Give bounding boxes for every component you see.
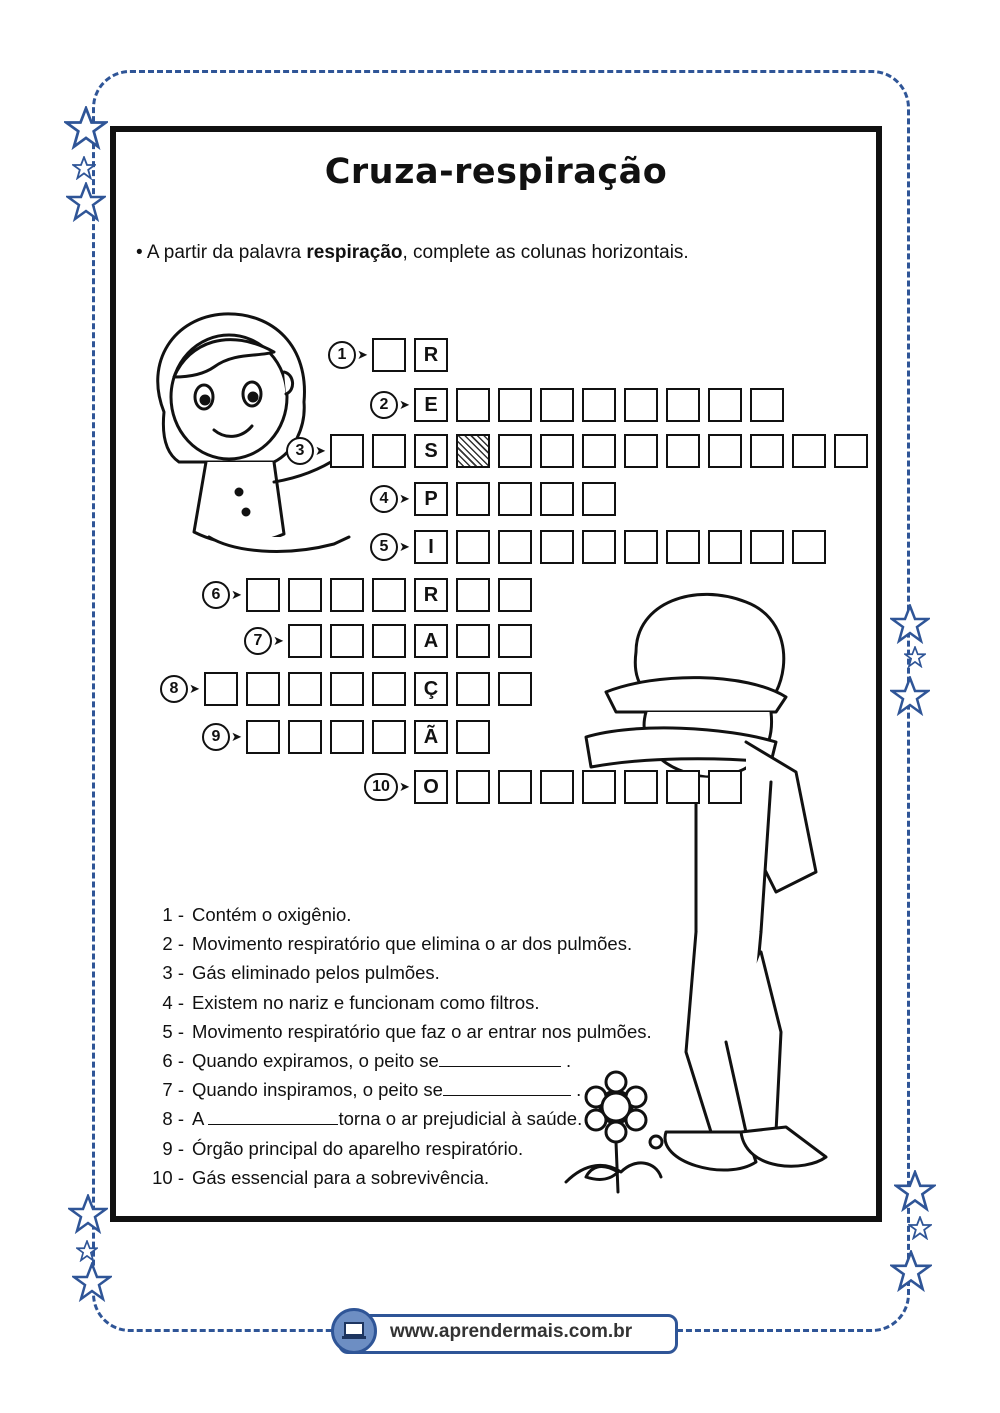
clue-item [144, 958, 652, 987]
answer-cell[interactable] [456, 624, 490, 658]
clue-number: 4 - [162, 991, 184, 1013]
answer-cell[interactable] [750, 388, 784, 422]
clue-number-badge: 4 [370, 485, 398, 513]
clue-number: 8 - [162, 1108, 184, 1130]
clue-item [144, 1163, 652, 1192]
clue-text: Gás eliminado pelos pulmões. [192, 962, 440, 984]
answer-cell[interactable] [456, 388, 490, 422]
clue-item [144, 1075, 652, 1104]
instruction-text [136, 242, 689, 264]
answer-cell[interactable] [498, 482, 532, 516]
star-icon [68, 1194, 108, 1234]
answer-cell[interactable] [540, 770, 574, 804]
key-letter-cell: I [414, 530, 448, 564]
answer-cell[interactable] [372, 578, 406, 612]
footer-url[interactable]: www.aprendermais.com.br [390, 1321, 633, 1342]
answer-cell[interactable] [582, 482, 616, 516]
clue-number-badge: 2 [370, 391, 398, 419]
answer-cell[interactable] [456, 434, 490, 468]
key-letter-cell: E [414, 388, 448, 422]
answer-cell[interactable] [456, 770, 490, 804]
answer-cell[interactable] [624, 388, 658, 422]
answer-cell[interactable] [330, 434, 364, 468]
clue-item [144, 988, 652, 1017]
clue-text-end: torna o ar prejudicial à saúde. [338, 1108, 583, 1130]
answer-cell[interactable] [330, 720, 364, 754]
answer-blank[interactable] [208, 1109, 338, 1125]
answer-cell[interactable] [708, 770, 742, 804]
clue-number-badge: 1 [328, 341, 356, 369]
arrow-icon: ➤ [273, 633, 284, 648]
answer-cell[interactable] [750, 434, 784, 468]
clue-text-end: . [560, 1050, 572, 1072]
answer-cell[interactable] [750, 530, 784, 564]
answer-cell[interactable] [456, 720, 490, 754]
star-icon [66, 182, 106, 222]
answer-cell[interactable] [708, 434, 742, 468]
star-icon [64, 106, 108, 150]
clue-text: Movimento respiratório que faz o ar entrar nos pulmões. [192, 1020, 652, 1042]
clue-number-badge: 5 [370, 533, 398, 561]
key-letter-cell: A [414, 624, 448, 658]
clue-text: Órgão principal do aparelho respiratório. [192, 1137, 524, 1159]
clue-number: 3 - [162, 962, 184, 984]
bullet: • [136, 242, 143, 263]
answer-cell[interactable] [834, 434, 868, 468]
arrow-icon: ➤ [231, 729, 242, 744]
answer-cell[interactable] [540, 530, 574, 564]
answer-cell[interactable] [456, 482, 490, 516]
star-icon [908, 1216, 932, 1240]
star-icon [894, 1170, 936, 1212]
clue-number-badge: 10 [364, 773, 398, 801]
arrow-icon: ➤ [399, 491, 410, 506]
answer-cell[interactable] [666, 434, 700, 468]
clue-item [144, 900, 652, 929]
clue-text: A [192, 1108, 209, 1130]
answer-cell[interactable] [246, 578, 280, 612]
clue-number-badge: 8 [160, 675, 188, 703]
answer-cell[interactable] [456, 578, 490, 612]
answer-cell[interactable] [666, 770, 700, 804]
worksheet-panel [110, 126, 882, 1222]
clue-number: 2 - [162, 933, 184, 955]
answer-cell[interactable] [498, 672, 532, 706]
answer-blank[interactable] [443, 1080, 571, 1096]
answer-cell[interactable] [246, 672, 280, 706]
clue-number-badge: 9 [202, 723, 230, 751]
clue-number: 6 - [162, 1050, 184, 1072]
answer-cell[interactable] [624, 434, 658, 468]
clue-number: 9 - [162, 1137, 184, 1159]
arrow-icon: ➤ [315, 443, 326, 458]
arrow-icon: ➤ [399, 779, 410, 794]
star-icon [76, 1240, 98, 1262]
arrow-icon: ➤ [399, 397, 410, 412]
key-letter-cell: Ã [414, 720, 448, 754]
star-icon [72, 1262, 112, 1302]
answer-cell[interactable] [624, 770, 658, 804]
answer-cell[interactable] [372, 672, 406, 706]
clue-number: 1 - [162, 904, 184, 925]
answer-cell[interactable] [288, 672, 322, 706]
answer-cell[interactable] [330, 578, 364, 612]
clue-number: 10 - [152, 1166, 184, 1188]
key-letter-cell: P [414, 482, 448, 516]
answer-cell[interactable] [456, 530, 490, 564]
answer-cell[interactable] [498, 434, 532, 468]
arrow-icon: ➤ [189, 681, 200, 696]
answer-cell[interactable] [372, 624, 406, 658]
answer-cell[interactable] [582, 770, 616, 804]
instruction-post: , complete as colunas horizontais. [402, 242, 689, 263]
clue-number-badge: 6 [202, 581, 230, 609]
answer-cell[interactable] [792, 434, 826, 468]
clue-text: Contém o oxigênio. [192, 904, 352, 925]
instruction-keyword: respiração [306, 242, 403, 263]
clue-item [144, 1134, 652, 1163]
clue-number-badge: 3 [286, 437, 314, 465]
answer-cell[interactable] [540, 388, 574, 422]
clue-item [144, 1046, 652, 1075]
answer-cell[interactable] [666, 388, 700, 422]
answer-cell[interactable] [498, 530, 532, 564]
clue-number: 5 - [162, 1020, 184, 1042]
answer-cell[interactable] [288, 624, 322, 658]
arrow-icon: ➤ [231, 587, 242, 602]
answer-cell[interactable] [666, 530, 700, 564]
instruction-pre: A partir da palavra [142, 242, 307, 263]
clue-list [144, 900, 652, 1192]
answer-cell[interactable] [498, 578, 532, 612]
answer-cell[interactable] [582, 530, 616, 564]
star-icon [890, 1250, 932, 1292]
answer-cell[interactable] [792, 530, 826, 564]
clue-item [144, 1104, 652, 1133]
answer-cell[interactable] [540, 434, 574, 468]
clue-text: Existem no nariz e funcionam como filtros. [192, 991, 540, 1013]
answer-cell[interactable] [624, 530, 658, 564]
answer-cell[interactable] [582, 388, 616, 422]
key-letter-cell: R [414, 578, 448, 612]
arrow-icon: ➤ [357, 347, 368, 362]
answer-cell[interactable] [456, 672, 490, 706]
key-letter-cell: R [414, 338, 448, 372]
answer-cell[interactable] [540, 482, 574, 516]
key-letter-cell: O [414, 770, 448, 804]
answer-cell[interactable] [288, 720, 322, 754]
arrow-icon: ➤ [399, 539, 410, 554]
answer-cell[interactable] [246, 720, 280, 754]
star-icon [72, 156, 96, 180]
star-icon [890, 604, 930, 644]
key-letter-cell: Ç [414, 672, 448, 706]
clue-text: Gás essencial para a sobrevivência. [192, 1166, 490, 1188]
answer-blank[interactable] [439, 1051, 561, 1067]
answer-cell[interactable] [582, 434, 616, 468]
answer-cell[interactable] [498, 624, 532, 658]
answer-cell[interactable] [498, 388, 532, 422]
answer-cell[interactable] [372, 338, 406, 372]
answer-cell[interactable] [330, 672, 364, 706]
clue-text-end: . [570, 1079, 582, 1101]
answer-cell[interactable] [288, 578, 322, 612]
answer-cell[interactable] [708, 530, 742, 564]
answer-cell[interactable] [330, 624, 364, 658]
answer-cell[interactable] [204, 672, 238, 706]
star-icon [904, 646, 926, 668]
answer-cell[interactable] [372, 720, 406, 754]
answer-cell[interactable] [498, 770, 532, 804]
page-title: Cruza-respiração [324, 152, 668, 192]
clue-text: Movimento respiratório que elimina o ar dos pulmões. [192, 933, 633, 955]
clue-item [144, 929, 652, 958]
clue-item [144, 1017, 652, 1046]
clue-text: Quando expiramos, o peito se [192, 1050, 439, 1072]
star-icon [890, 676, 930, 716]
clue-number-badge: 7 [244, 627, 272, 655]
key-letter-cell: S [414, 434, 448, 468]
answer-cell[interactable] [372, 434, 406, 468]
clue-number: 7 - [162, 1079, 184, 1101]
clue-text: Quando inspiramos, o peito se [192, 1079, 443, 1101]
answer-cell[interactable] [708, 388, 742, 422]
laptop-icon [331, 1308, 377, 1354]
